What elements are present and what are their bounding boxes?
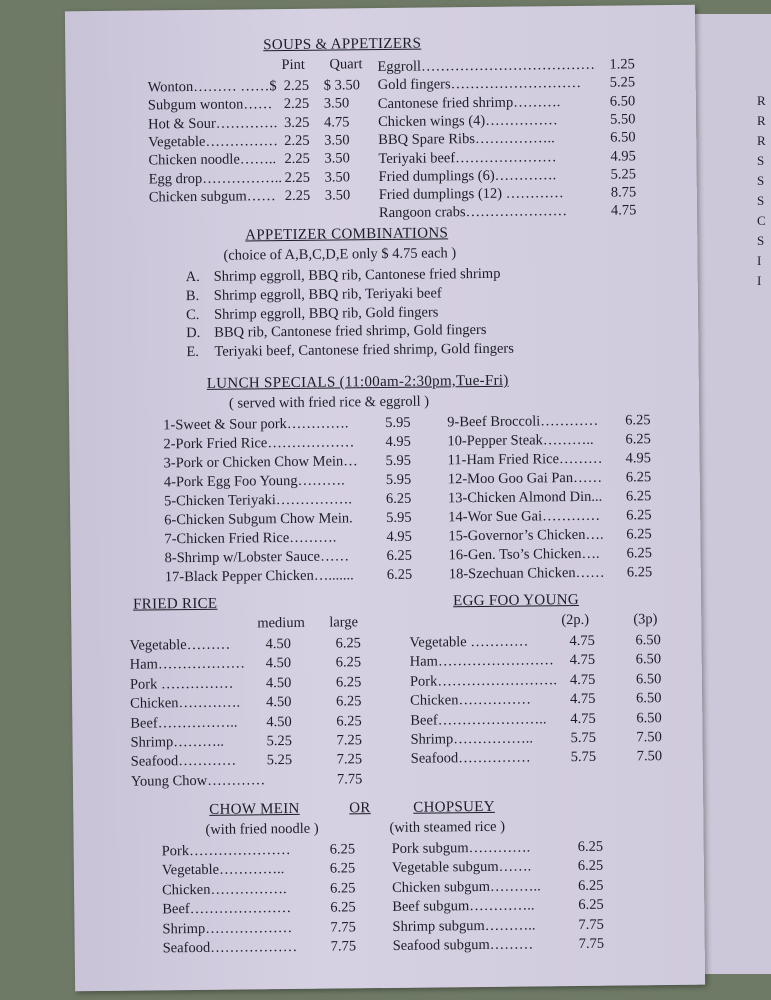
lunch-item-name: 18-Szechuan Chicken……	[448, 564, 605, 583]
col-2p: (2p.)	[561, 611, 590, 629]
lunch-item-price: 6.25	[625, 469, 652, 486]
fried-rice-title: FRIED RICE	[133, 595, 218, 613]
egg-foo-young-2p-price: 4.75	[569, 632, 595, 650]
fried-rice-medium-price: 4.50	[266, 713, 292, 730]
appetizer-name: Fried dumplings (12) …………	[378, 185, 564, 204]
combo-text: BBQ rib, Cantonese fried shrimp, Gold fingers	[214, 322, 487, 342]
lunch-item-price: 5.95	[385, 452, 412, 469]
fried-rice-medium-price: 5.25	[266, 732, 292, 750]
chopsuey-price: 6.25	[577, 877, 604, 894]
soup-name: Vegetable……………	[148, 132, 279, 151]
chow-mein-name: Beef…………………	[162, 900, 292, 918]
chopsuey-name: Vegetable subgum…….	[391, 858, 532, 877]
egg-foo-young-2p-price: 4.75	[570, 690, 596, 708]
chow-mein-name: Vegetable…………..	[161, 861, 285, 879]
lunch-item-name: 13-Chicken Almond Din...	[447, 488, 603, 507]
edge-letter: R	[757, 133, 766, 148]
egg-foo-young-2p-price: 5.75	[570, 749, 597, 766]
appetizer-price: 6.50	[609, 92, 636, 110]
fried-rice-medium-price: 5.25	[266, 752, 293, 769]
chow-mein-name: Pork…………………	[161, 842, 291, 860]
fried-rice-name: Beef……………..	[130, 714, 238, 732]
chopsuey-name: Seafood subgum………	[392, 936, 534, 954]
appetizer-name: Teriyaki beef…………………	[378, 148, 557, 167]
edge-letter: S	[757, 153, 765, 168]
chow-mein-subtitle: (with fried noodle )	[205, 820, 319, 838]
soup-name: Wonton……… ……$	[147, 78, 277, 96]
chow-mein-price: 6.25	[330, 899, 356, 916]
lunch-item-price: 6.25	[625, 488, 652, 505]
lunch-item-price: 6.25	[626, 526, 652, 543]
egg-foo-young-3p-price: 6.50	[636, 690, 662, 707]
combo-letter: C.	[185, 306, 200, 323]
appetizer-name: Rangoon crabs…………………	[378, 203, 568, 222]
chow-mein-title: CHOW MEIN	[209, 800, 300, 818]
edge-letter: S	[757, 193, 765, 208]
appetizer-name: Fried dumplings (6)………….	[378, 166, 557, 185]
soup-quart-price: $ 3.50	[323, 77, 361, 94]
egg-foo-young-3p-price: 6.50	[635, 632, 661, 649]
lunch-item-price: 6.25	[626, 507, 652, 524]
lunch-item-name: 10-Pepper Steak………..	[447, 431, 594, 450]
appetizer-price: 8.75	[610, 184, 637, 201]
edge-letter: R	[757, 113, 766, 128]
appetizer-price: 5.25	[609, 74, 636, 91]
chopsuey-name: Shrimp subgum………..	[392, 917, 536, 935]
soup-name: Chicken noodle……..	[148, 151, 277, 169]
lunch-subtitle: ( served with fried rice & eggroll )	[228, 393, 430, 412]
edge-letter: S	[757, 173, 765, 188]
chopsuey-price: 7.75	[578, 935, 605, 952]
fried-rice-large-price: 6.25	[335, 654, 362, 671]
edge-letter: I	[757, 273, 762, 288]
soup-name: Egg drop……………..	[148, 169, 283, 187]
lunch-item-price: 4.95	[385, 433, 411, 450]
col-medium: medium	[257, 614, 305, 632]
chow-mein-name: Seafood………………	[162, 938, 298, 957]
lunch-item-name: 2-Pork Fried Rice………………	[163, 434, 355, 453]
appetizer-price: 1.25	[609, 56, 635, 73]
chow-mein-name: Chicken…………….	[162, 880, 287, 899]
soup-pint-price: 2.25	[284, 187, 311, 204]
chopsuey-price: 6.25	[577, 838, 604, 856]
lunch-item-name: 9-Beef Broccoli…………	[447, 412, 599, 431]
egg-foo-young-2p-price: 4.75	[570, 710, 596, 727]
fried-rice-large-price: 6.25	[336, 712, 362, 730]
lunch-item-price: 6.25	[625, 412, 651, 429]
egg-foo-young-name: Beef…………………..	[410, 710, 547, 729]
soup-quart-price: 4.75	[323, 113, 350, 131]
lunch-item-name: 6-Chicken Subgum Chow Mein.	[164, 510, 353, 529]
egg-foo-young-3p-price: 6.50	[636, 709, 662, 726]
soup-name: Subgum wonton……	[147, 96, 273, 114]
appetizer-name: Cantonese fried shrimp……….	[377, 93, 561, 112]
appetizer-name: Gold fingers………………………	[377, 75, 582, 94]
soup-pint-price: 2.25	[284, 132, 310, 149]
fried-rice-name: Chicken………….	[130, 694, 241, 712]
fried-rice-large-price: 7.25	[336, 751, 363, 768]
lunch-title: LUNCH SPECIALS (11:00am-2:30pm,Tue-Fri)	[206, 372, 509, 392]
soup-quart-price: 3.50	[324, 150, 350, 167]
lunch-item-name: 4-Pork Egg Foo Young……….	[163, 472, 345, 491]
edge-letter: S	[757, 233, 765, 248]
egg-foo-young-3p-price: 6.50	[635, 651, 662, 668]
soup-quart-price: 3.50	[324, 187, 351, 204]
combo-letter: E.	[186, 344, 200, 361]
fried-rice-large-price: 7.25	[336, 732, 362, 749]
fried-rice-medium-price: 4.50	[265, 655, 292, 672]
soup-pint-price: 2.25	[283, 96, 310, 113]
lunch-item-price: 6.25	[626, 545, 653, 562]
soup-pint-price: 3.25	[283, 114, 310, 131]
egg-foo-young-name: Shrimp……………..	[410, 730, 534, 748]
fried-rice-large-price: 6.25	[335, 674, 362, 691]
chow-mein-price: 7.75	[330, 918, 356, 936]
appetizer-name: BBQ Spare Ribs……………..	[378, 130, 555, 149]
fried-rice-name: Seafood…………	[130, 752, 237, 771]
fried-rice-medium-price: 4.50	[266, 694, 292, 711]
egg-foo-young-name: Vegetable …………	[409, 633, 529, 651]
egg-foo-young-3p-price: 7.50	[636, 729, 662, 746]
soup-pint-price: 2.25	[284, 150, 310, 168]
combo-letter: B.	[185, 287, 200, 304]
lunch-item-name: 12-Moo Goo Gai Pan……	[447, 469, 603, 488]
chopsuey-name: Pork subgum………….	[391, 839, 531, 857]
egg-foo-young-2p-price: 4.75	[569, 671, 596, 688]
chow-mein-price: 6.25	[330, 880, 356, 897]
fried-rice-name: Young Chow…………	[130, 772, 266, 790]
chow-mein-price: 6.25	[329, 841, 356, 858]
chow-mein-price: 6.25	[329, 860, 356, 877]
edge-letter: R	[757, 93, 766, 108]
appetizer-price: 5.25	[610, 166, 637, 183]
combo-text: Shrimp eggroll, BBQ rib, Teriyaki beef	[213, 285, 442, 304]
appetizer-name: Eggroll………………………………	[377, 56, 596, 76]
soup-pint-price: 2.25	[284, 169, 311, 186]
lunch-item-price: 6.25	[626, 564, 653, 581]
fried-rice-name: Shrimp………..	[130, 733, 225, 751]
chopsuey-subtitle: (with steamed rice )	[389, 818, 506, 836]
fried-rice-medium-price: 4.50	[265, 635, 291, 653]
fried-rice-large-price: 7.75	[336, 771, 363, 788]
lunch-item-name: 1-Sweet & Sour pork………….	[163, 415, 349, 434]
egg-foo-young-name: Pork…………………….	[409, 672, 558, 690]
soup-quart-price: 3.50	[324, 168, 351, 186]
egg-foo-young-2p-price: 4.75	[569, 652, 596, 669]
lunch-item-name: 17-Black Pepper Chicken….......	[164, 567, 354, 586]
fried-rice-medium-price: 4.50	[265, 674, 292, 692]
lunch-item-price: 5.95	[386, 509, 412, 526]
egg-foo-young-name: Chicken……………	[410, 691, 532, 709]
edge-letter: C	[757, 213, 766, 228]
chow-mein-price: 7.75	[330, 938, 357, 955]
chow-mein-name: Shrimp………………	[162, 919, 293, 937]
appetizer-price: 4.95	[610, 147, 636, 165]
fried-rice-name: Ham………………	[129, 655, 246, 674]
egg-foo-young-title: EGG FOO YOUNG	[453, 591, 580, 610]
soups-title: SOUPS & APPETIZERS	[263, 35, 422, 54]
soup-name: Chicken subgum……	[148, 187, 276, 206]
lunch-item-name: 5-Chicken Teriyaki…………….	[163, 491, 353, 510]
combo-letter: A.	[185, 268, 200, 286]
col-pint: Pint	[281, 56, 305, 74]
combos-subtitle: (choice of A,B,C,D,E only $ 4.75 each )	[223, 245, 457, 264]
appetizer-name: Chicken wings (4)……………	[377, 112, 558, 130]
appetizer-price: 5.50	[609, 111, 636, 128]
lunch-item-price: 5.95	[385, 414, 411, 431]
col-quart: Quart	[329, 56, 363, 73]
combo-text: Teriyaki beef, Cantonese fried shrimp, Gold fingers	[214, 340, 514, 360]
lunch-item-price: 5.95	[385, 471, 412, 488]
lunch-item-name: 8-Shrimp w/Lobster Sauce……	[164, 548, 350, 567]
chopsuey-price: 6.25	[578, 896, 604, 914]
edge-letter: I	[757, 253, 762, 268]
combo-text: Shrimp eggroll, BBQ rib, Gold fingers	[213, 304, 439, 323]
chopsuey-price: 6.25	[577, 858, 604, 875]
egg-foo-young-name: Ham……………………	[409, 652, 554, 671]
soup-pint-price: 2.25	[283, 77, 310, 95]
lunch-item-name: 11-Ham Fried Rice………	[447, 450, 603, 469]
appetizer-price: 6.50	[610, 129, 636, 146]
menu-page	[65, 5, 705, 992]
fried-rice-name: Vegetable………	[129, 636, 231, 654]
col-3p: (3p)	[633, 611, 658, 628]
fried-rice-name: Pork ……………	[129, 675, 234, 693]
soup-name: Hot & Sour………….	[147, 114, 278, 133]
lunch-item-name: 7-Chicken Fried Rice……….	[164, 529, 337, 548]
fried-rice-large-price: 6.25	[336, 693, 362, 710]
col-large: large	[329, 614, 359, 631]
lunch-item-price: 6.25	[625, 431, 651, 448]
chopsuey-name: Beef subgum…………..	[392, 897, 535, 916]
lunch-item-price: 6.25	[385, 490, 412, 507]
lunch-item-name: 14-Wor Sue Gai…………	[448, 507, 601, 526]
soup-quart-price: 3.50	[323, 95, 350, 112]
egg-foo-young-3p-price: 7.50	[636, 748, 663, 765]
lunch-item-price: 6.25	[386, 547, 413, 564]
lunch-item-name: 16-Gen. Tso’s Chicken….	[448, 545, 600, 564]
combo-text: Shrimp eggroll, BBQ rib, Cantonese fried shrimp	[213, 265, 501, 285]
soup-quart-price: 3.50	[324, 132, 350, 149]
egg-foo-young-name: Seafood……………	[410, 749, 531, 768]
chopsuey-name: Chicken subgum………..	[391, 878, 541, 896]
combos-title: APPETIZER COMBINATIONS	[245, 225, 449, 244]
appetizer-price: 4.75	[610, 202, 637, 220]
lunch-item-name: 3-Pork or Chicken Chow Mein…	[163, 453, 358, 472]
egg-foo-young-3p-price: 6.50	[635, 670, 662, 688]
lunch-item-price: 4.95	[625, 450, 652, 467]
lunch-item-name: 15-Governor’s Chicken….	[448, 526, 604, 545]
or-label: OR	[349, 800, 371, 817]
chopsuey-title: CHOPSUEY	[413, 798, 495, 816]
combo-letter: D.	[186, 325, 201, 342]
lunch-item-price: 4.95	[386, 528, 412, 545]
fried-rice-large-price: 6.25	[335, 635, 361, 652]
egg-foo-young-2p-price: 5.75	[570, 729, 596, 747]
lunch-item-price: 6.25	[386, 566, 413, 583]
chopsuey-price: 7.75	[578, 916, 604, 933]
